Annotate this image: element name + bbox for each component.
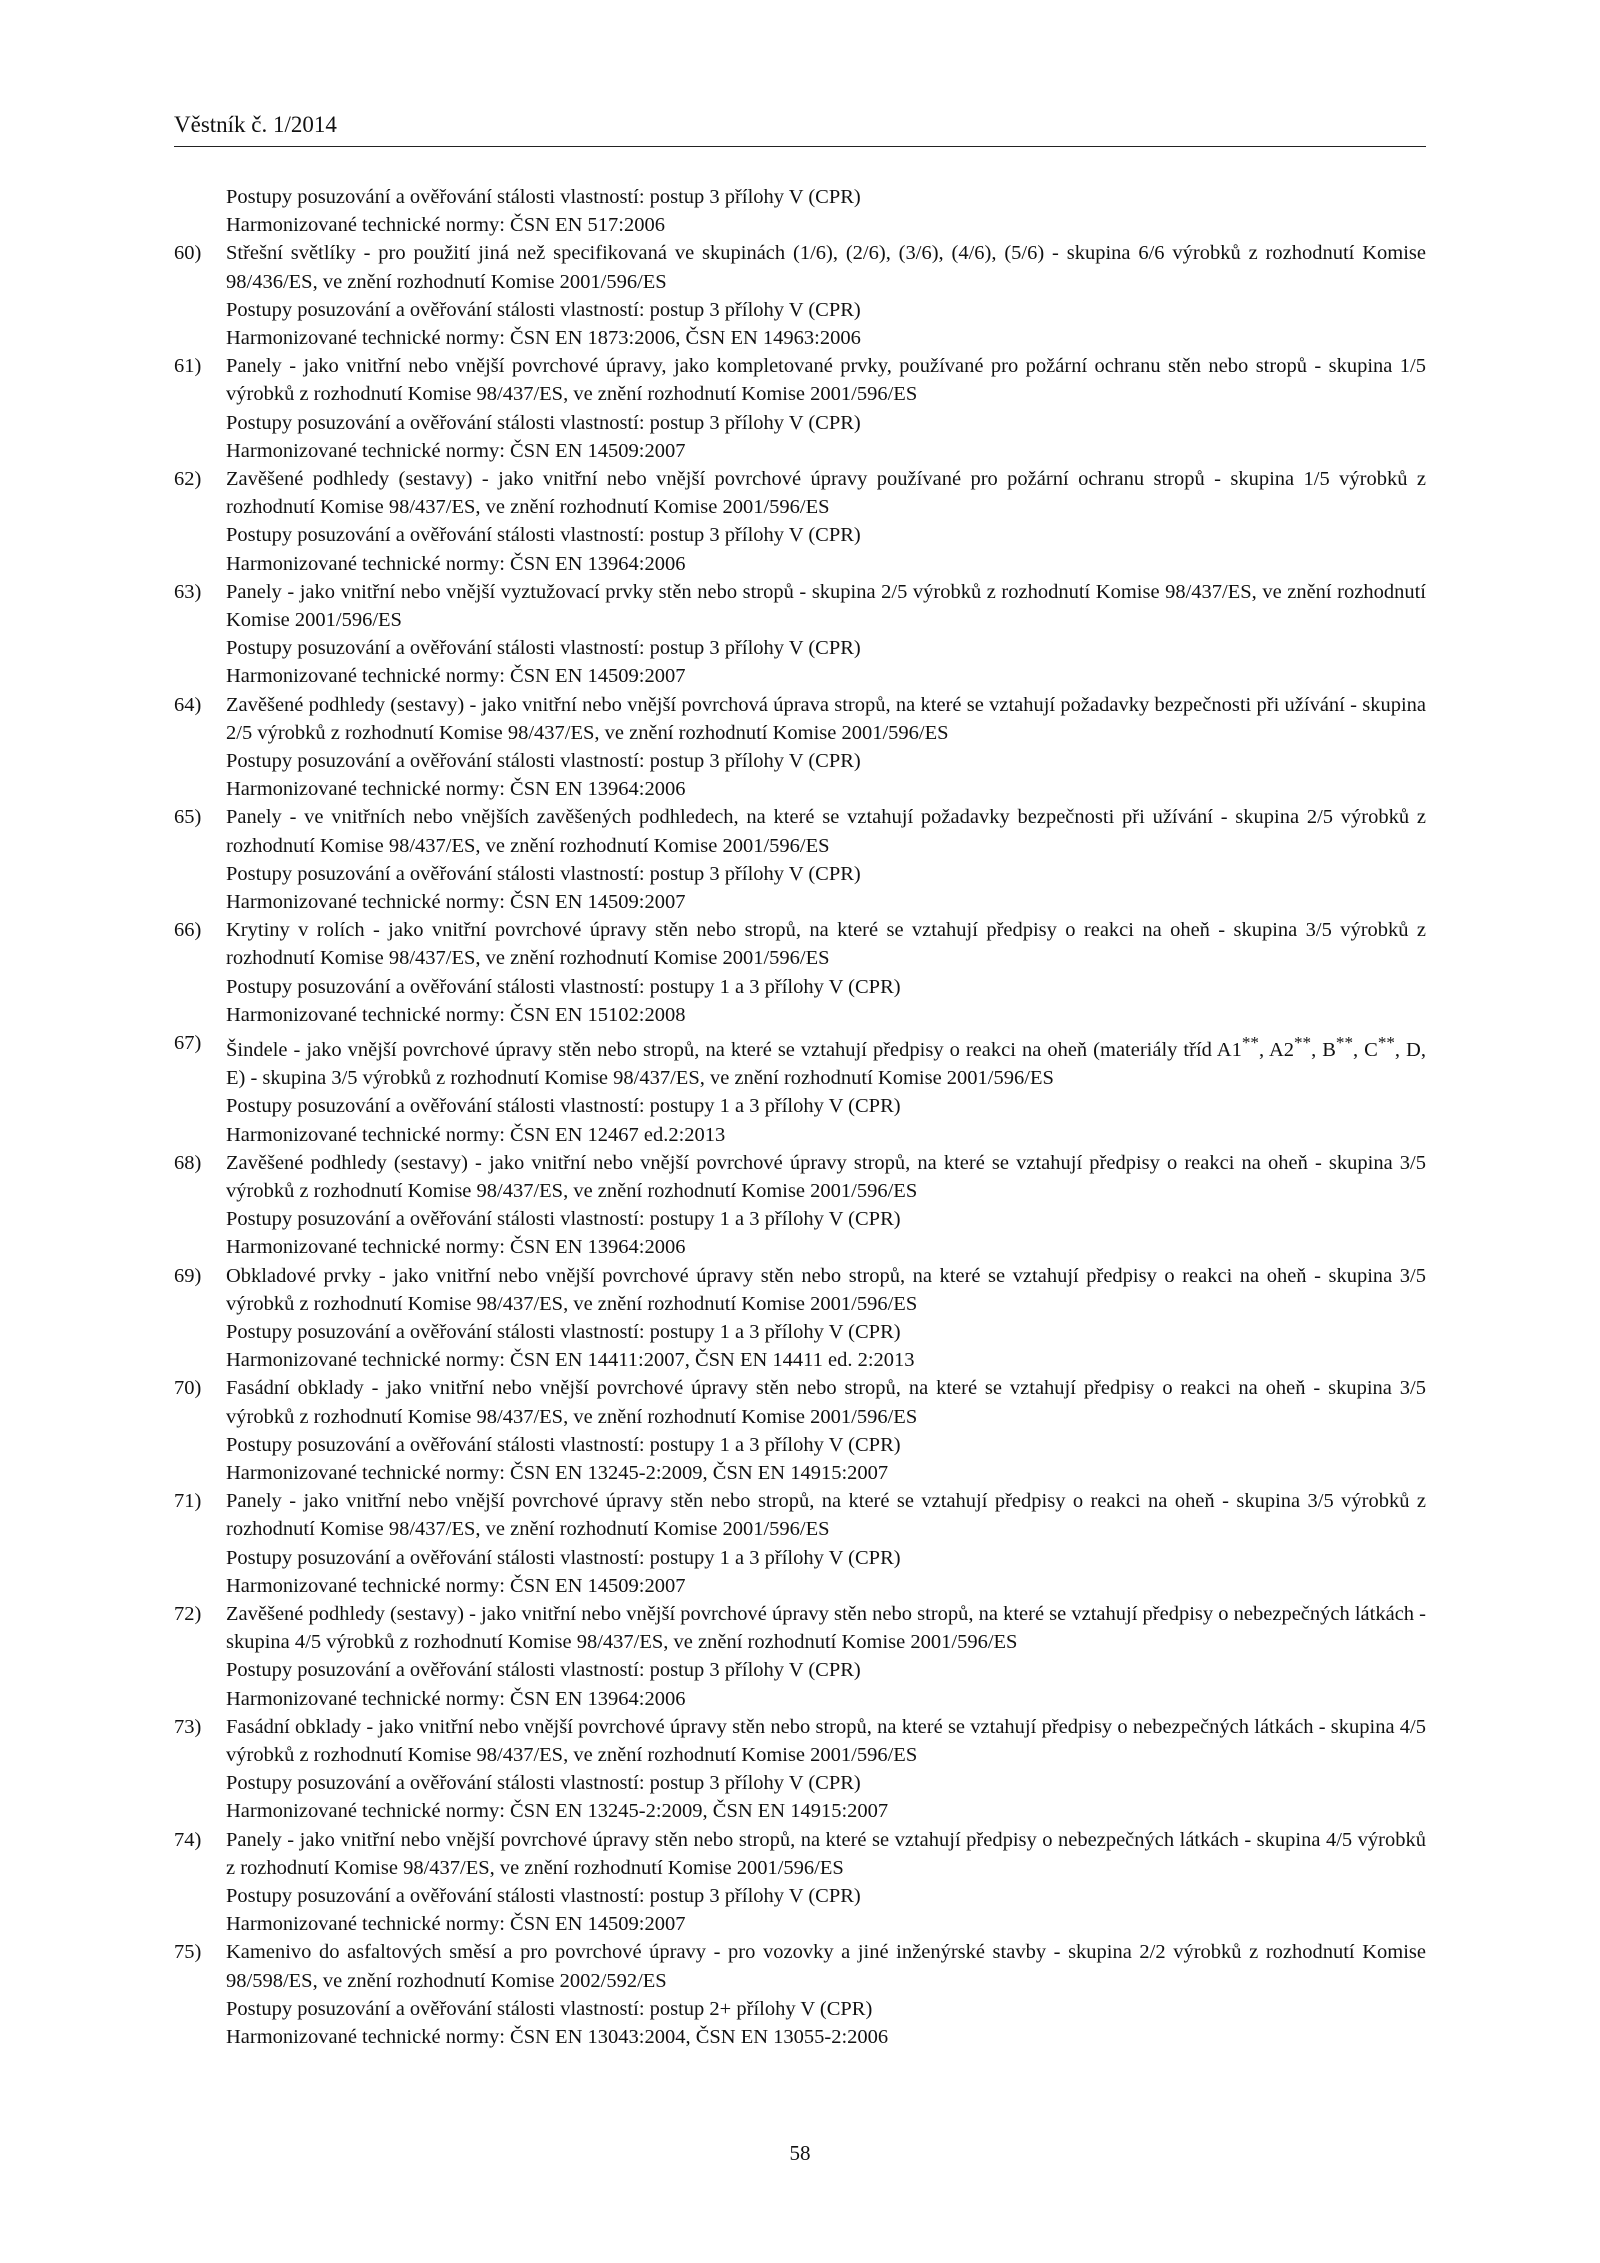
item-number: 60)	[174, 242, 202, 265]
item-text: Kamenivo do asfaltových směsí a pro povrchové úpravy - pro vozovky a jiné inženýrské stavby - skupina 2/2 výrobků z rozhodnutí Komise 98/598/ES, ve znění rozhodnutí Komise 2002/592/ES	[226, 1941, 1426, 1992]
item-norms: Harmonizované technické normy: ČSN EN 12467 ed.2:2013	[226, 1123, 726, 1146]
document-body	[174, 183, 1426, 2051]
item-number: 73)	[174, 1715, 202, 1738]
item-procedure: Postupy posuzování a ověřování stálosti vlastností: postup 3 přílohy V (CPR)	[226, 1772, 861, 1795]
item-procedure: Postupy posuzování a ověřování stálosti vlastností: postupy 1 a 3 přílohy V (CPR)	[226, 1546, 901, 1569]
item-procedure: Postupy posuzování a ověřování stálosti vlastností: postupy 1 a 3 přílohy V (CPR)	[226, 975, 901, 998]
item-norms: Harmonizované technické normy: ČSN EN 14411:2007, ČSN EN 14411 ed. 2:2013	[226, 1349, 915, 1372]
list-item	[174, 1938, 1426, 2051]
item-text: Šindele - jako vnější povrchové úpravy stěn nebo stropů, na které se vztahují předpisy o reakci na oheň (materiály tříd A1**, A2**, B**, C**, D, E) - skupina 3/5 výrobků z rozhodnutí Komise 98/437/ES, ve znění rozhodnutí Komise 2001/596/ES	[226, 1033, 1426, 1090]
item-text: Fasádní obklady - jako vnitřní nebo vnější povrchové úpravy stěn nebo stropů, na které se vztahují předpisy o reakci na oheň - skupina 3/5 výrobků z rozhodnutí Komise 98/437/ES, ve znění rozhodnutí Komise 2001/596/ES	[226, 1377, 1426, 1428]
item-norms: Harmonizované technické normy: ČSN EN 15102:2008	[226, 1003, 686, 1026]
item-procedure: Postupy posuzování a ověřování stálosti vlastností: postupy 1 a 3 přílohy V (CPR)	[226, 1208, 901, 1231]
item-procedure: Postupy posuzování a ověřování stálosti vlastností: postupy 1 a 3 přílohy V (CPR)	[226, 1433, 901, 1456]
item-procedure: Postupy posuzování a ověřování stálosti vlastností: postup 3 přílohy V (CPR)	[226, 1659, 861, 1682]
header-rule	[174, 146, 1426, 147]
item-number: 65)	[174, 806, 202, 829]
item-number: 62)	[174, 468, 202, 491]
item-number: 68)	[174, 1151, 202, 1174]
item-text: Panely - jako vnitřní nebo vnější povrchové úpravy stěn nebo stropů, na které se vztahují předpisy o reakci na oheň - skupina 3/5 výrobků z rozhodnutí Komise 98/437/ES, ve znění rozhodnutí Komise 2001/596/ES	[226, 1490, 1426, 1541]
list-item	[174, 916, 1426, 1029]
item-norms: Harmonizované technické normy: ČSN EN 13043:2004, ČSN EN 13055-2:2006	[226, 2026, 889, 2049]
item-number: 75)	[174, 1941, 202, 1964]
item-norms: Harmonizované technické normy: ČSN EN 13964:2006	[226, 552, 686, 575]
item-text: Zavěšené podhledy (sestavy) - jako vnitřní nebo vnější povrchové úpravy stěn nebo stropů, na které se vztahují předpisy o nebezpečných látkách - skupina 4/5 výrobků z rozhodnutí Komise 98/437/ES, ve znění rozhodnutí Komise 2001/596/ES	[226, 1602, 1427, 1654]
list-item	[174, 239, 1426, 352]
item-text: Zavěšené podhledy (sestavy) - jako vnitřní nebo vnější povrchové úpravy používané pro požární ochranu stropů - skupina 1/5 výrobků z rozhodnutí Komise 98/437/ES, ve znění rozhodnutí Komise 2001/596/ES	[226, 468, 1426, 519]
list-item	[174, 1374, 1426, 1487]
list-item	[174, 1262, 1426, 1375]
item-procedure: Postupy posuzování a ověřování stálosti vlastností: postup 3 přílohy V (CPR)	[226, 750, 861, 773]
item-text: Obkladové prvky - jako vnitřní nebo vnější povrchové úpravy stěn nebo stropů, na které se vztahují předpisy o reakci na oheň - skupina 3/5 výrobků z rozhodnutí Komise 98/437/ES, ve znění rozhodnutí Komise 2001/596/ES	[226, 1264, 1426, 1315]
list-item	[174, 803, 1426, 916]
item-norms: Harmonizované technické normy: ČSN EN 13245-2:2009, ČSN EN 14915:2007	[226, 1461, 889, 1484]
list-item	[174, 1487, 1426, 1600]
item-text: Krytiny v rolích - jako vnitřní povrchové úpravy stěn nebo stropů, na které se vztahují předpisy o reakci na oheň - skupina 3/5 výrobků z rozhodnutí Komise 98/437/ES, ve znění rozhodnutí Komise 2001/596/ES	[226, 919, 1426, 970]
item-text: Fasádní obklady - jako vnitřní nebo vnější povrchové úpravy stěn nebo stropů, na které se vztahují předpisy o nebezpečných látkách - skupina 4/5 výrobků z rozhodnutí Komise 98/437/ES, ve znění rozhodnutí Komise 2001/596/ES	[226, 1715, 1426, 1766]
item-text: Panely - ve vnitřních nebo vnějších zavěšených podhledech, na které se vztahují požadavky bezpečnosti při užívání - skupina 2/5 výrobků z rozhodnutí Komise 98/437/ES, ve znění rozhodnutí Komise 2001/596/ES	[226, 806, 1426, 857]
item-norms: Harmonizované technické normy: ČSN EN 14509:2007	[226, 891, 686, 914]
journal-header: Věstník č. 1/2014	[174, 112, 337, 137]
list-item	[174, 465, 1426, 578]
item-text: Panely - jako vnitřní nebo vnější povrchové úpravy, jako kompletované prvky, používané pro požární ochranu stěn nebo stropů - skupina 1/5 výrobků z rozhodnutí Komise 98/437/ES, ve znění rozhodnutí Komise 2001/596/ES	[226, 355, 1426, 406]
intro-procedure: Postupy posuzování a ověřování stálosti vlastností: postup 3 přílohy V (CPR)	[226, 186, 861, 208]
item-procedure: Postupy posuzování a ověřování stálosti vlastností: postupy 1 a 3 přílohy V (CPR)	[226, 1095, 901, 1118]
item-text: Střešní světlíky - pro použití jiná než specifikovaná ve skupinách (1/6), (2/6), (3/6), (4/6), (5/6) - skupina 6/6 výrobků z rozhodnutí Komise 98/436/ES, ve znění rozhodnutí Komise 2001/596/ES	[226, 242, 1426, 293]
list-item	[174, 352, 1426, 465]
item-procedure: Postupy posuzování a ověřování stálosti vlastností: postup 3 přílohy V (CPR)	[226, 862, 861, 885]
list-item	[174, 1149, 1426, 1262]
item-number: 71)	[174, 1490, 202, 1513]
item-procedure: Postupy posuzování a ověřování stálosti vlastností: postup 3 přílohy V (CPR)	[226, 524, 861, 547]
item-number: 64)	[174, 693, 202, 716]
item-norms: Harmonizované technické normy: ČSN EN 14509:2007	[226, 1574, 686, 1597]
item-norms: Harmonizované technické normy: ČSN EN 14509:2007	[226, 1913, 686, 1936]
item-norms: Harmonizované technické normy: ČSN EN 13964:2006	[226, 1236, 686, 1259]
item-procedure: Postupy posuzování a ověřování stálosti vlastností: postup 3 přílohy V (CPR)	[226, 411, 861, 434]
list-item	[174, 1713, 1426, 1826]
item-norms: Harmonizované technické normy: ČSN EN 14509:2007	[226, 439, 686, 462]
item-norms: Harmonizované technické normy: ČSN EN 13964:2006	[226, 778, 686, 801]
intro-norms: Harmonizované technické normy: ČSN EN 517:2006	[226, 214, 665, 237]
item-number: 63)	[174, 580, 202, 603]
page-number: 58	[789, 2141, 811, 2165]
item-procedure: Postupy posuzování a ověřování stálosti vlastností: postupy 1 a 3 přílohy V (CPR)	[226, 1320, 901, 1343]
list-item	[174, 578, 1426, 691]
item-text: Panely - jako vnitřní nebo vnější vyztužovací prvky stěn nebo stropů - skupina 2/5 výrobků z rozhodnutí Komise 98/437/ES, ve znění rozhodnutí Komise 2001/596/ES	[226, 580, 1426, 632]
item-norms: Harmonizované technické normy: ČSN EN 13964:2006	[226, 1687, 686, 1710]
item-procedure: Postupy posuzování a ověřování stálosti vlastností: postup 3 přílohy V (CPR)	[226, 637, 861, 660]
list-item	[174, 1826, 1426, 1939]
item-procedure: Postupy posuzování a ověřování stálosti vlastností: postup 2+ přílohy V (CPR)	[226, 1997, 873, 2020]
item-norms: Harmonizované technické normy: ČSN EN 1873:2006, ČSN EN 14963:2006	[226, 327, 861, 350]
item-text: Zavěšené podhledy (sestavy) - jako vnitřní nebo vnější povrchové úpravy stropů, na které se vztahují předpisy o reakci na oheň - skupina 3/5 výrobků z rozhodnutí Komise 98/437/ES, ve znění rozhodnutí Komise 2001/596/ES	[226, 1151, 1426, 1202]
item-number: 66)	[174, 919, 202, 942]
item-number: 67)	[174, 1032, 202, 1055]
item-norms: Harmonizované technické normy: ČSN EN 13245-2:2009, ČSN EN 14915:2007	[226, 1800, 889, 1823]
item-number: 74)	[174, 1828, 202, 1851]
item-number: 69)	[174, 1264, 202, 1287]
item-text: Panely - jako vnitřní nebo vnější povrchové úpravy stěn nebo stropů, na které se vztahují předpisy o nebezpečných látkách - skupina 4/5 výrobků z rozhodnutí Komise 98/437/ES, ve znění rozhodnutí Komise 2001/596/ES	[226, 1828, 1426, 1879]
item-number: 70)	[174, 1377, 202, 1400]
item-norms: Harmonizované technické normy: ČSN EN 14509:2007	[226, 665, 686, 688]
item-procedure: Postupy posuzování a ověřování stálosti vlastností: postup 3 přílohy V (CPR)	[226, 1885, 861, 1908]
item-text: Zavěšené podhledy (sestavy) - jako vnitřní nebo vnější povrchová úprava stropů, na které se vztahují požadavky bezpečnosti při užívání - skupina 2/5 výrobků z rozhodnutí Komise 98/437/ES, ve znění rozhodnutí Komise 2001/596/ES	[226, 693, 1426, 744]
list-item	[174, 691, 1426, 804]
list-item	[174, 1029, 1426, 1149]
item-procedure: Postupy posuzování a ověřování stálosti vlastností: postup 3 přílohy V (CPR)	[226, 298, 861, 321]
item-number: 61)	[174, 355, 202, 378]
item-number: 72)	[174, 1602, 202, 1625]
list-item	[174, 1600, 1426, 1713]
